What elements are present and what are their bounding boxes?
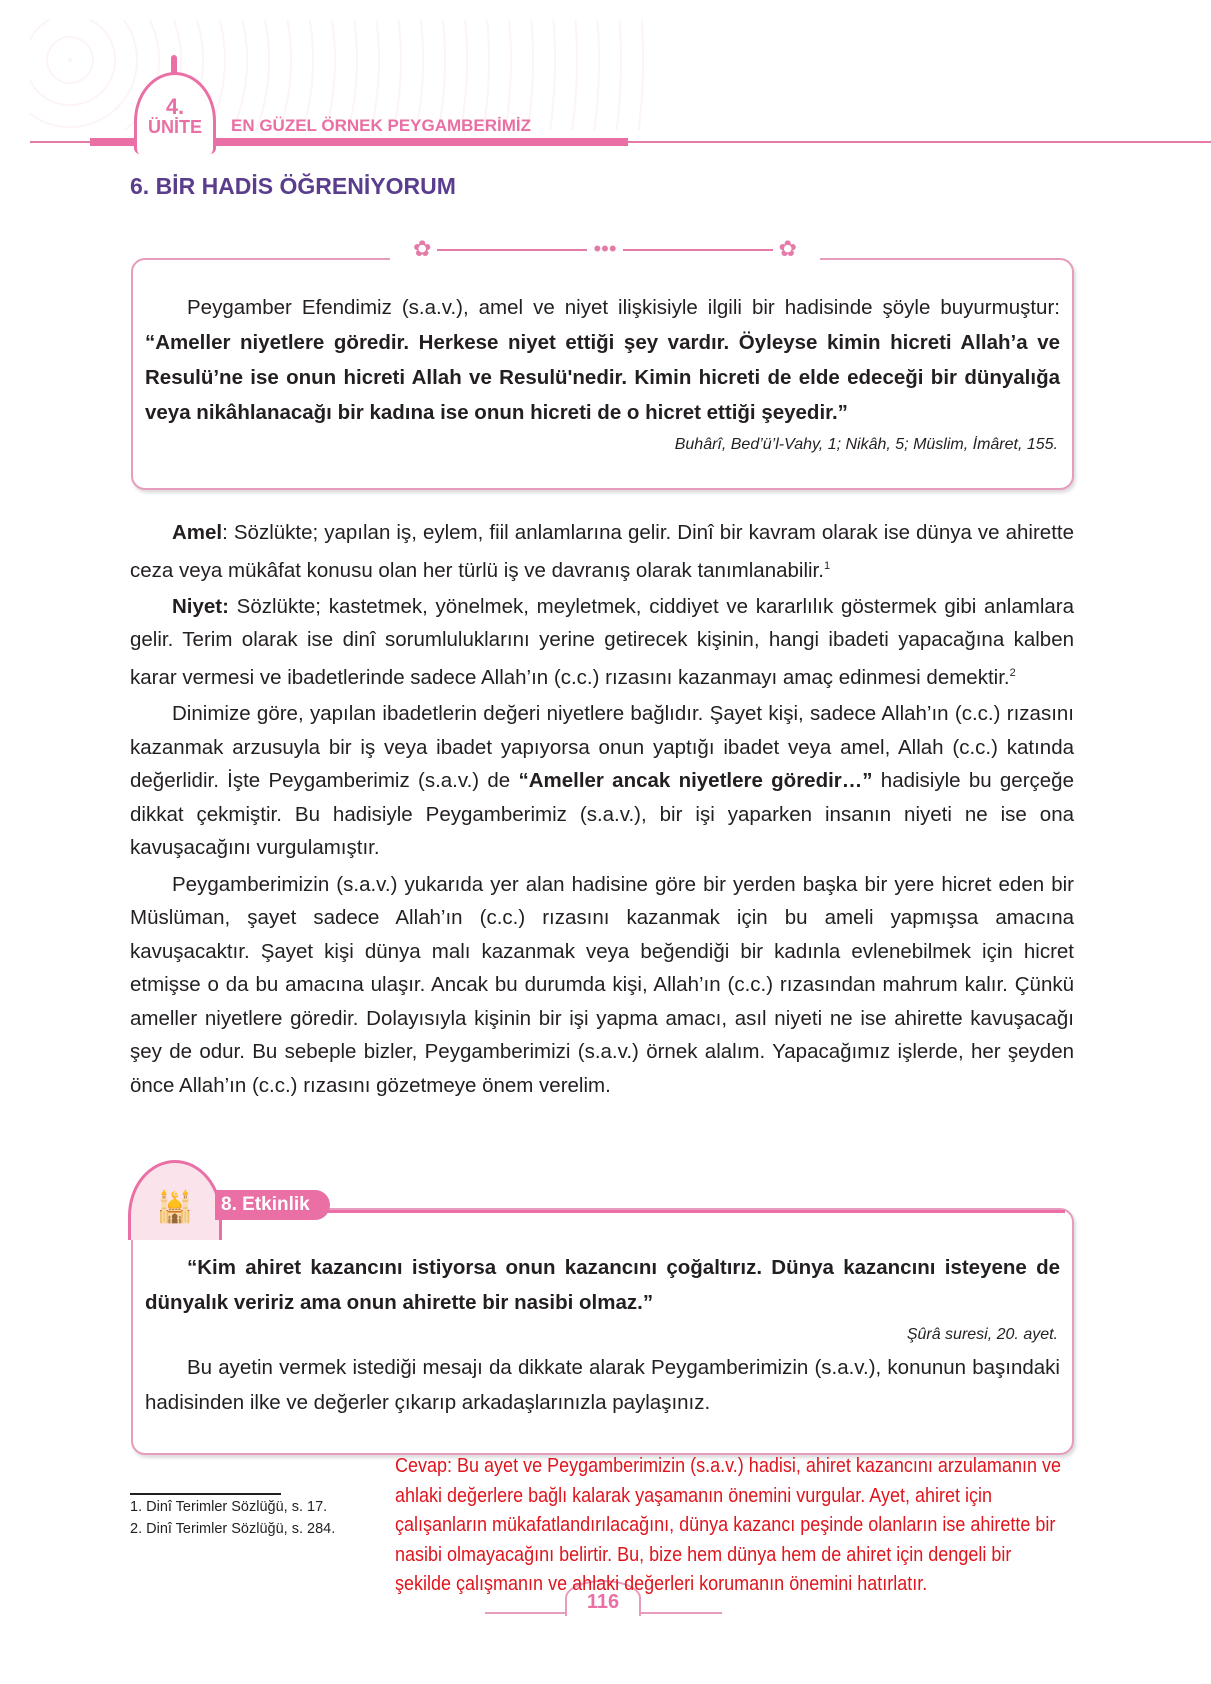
hadith-box [131, 258, 1074, 490]
footnote-2: 2. Dinî Terimler Sözlüğü, s. 284. [130, 1521, 336, 1537]
unit-title: EN GÜZEL ÖRNEK PEYGAMBERİMİZ [231, 116, 532, 135]
answer-line: çalışanların mükafatlandırılacağını, dünya kazancı peşinde olanların ise ahirette bir [395, 1514, 1056, 1536]
footnote-ref: 2 [1009, 666, 1016, 679]
activity-box [131, 1208, 1074, 1455]
activity-citation: Şûrâ suresi, 20. ayet. [906, 1326, 1058, 1343]
mosque-icon: 🕌 [128, 1160, 222, 1240]
header-pattern [30, 20, 650, 130]
activity-instruction: Bu ayetin vermek istediği mesajı da dikkate alarak Peygamberimizin (s.a.v.), konunun başındaki hadisinden ilke ve değerler çıkarıp arkadaşlarınızla paylaşınız. [145, 1356, 1060, 1414]
paragraph-4: Peygamberimizin (s.a.v.) yukarıda yer alan hadisine göre bir yerden başka bir yere hicret eden bir Müslüman, şayet sadece Allah’ın (c.c.) rızasını kazanmak için bu ameli yapmışsa amacına kavuşacaktır. Şayet kişi dünya malı kazanmak veya beğendiği bir kadınla evlenebilmek için hicret etmişse o da bu amacına ulaşır. Ancak bu durumda kişi, Allah’ın (c.c.) rızasından mahrum kalır. Çünkü ameller niyetlere göredir. Dolayısıyla kişinin bir işi yapma amacı, asıl niyeti ne ise ahirette kavuşacağı şey de odur. Bu sebeple bizler, Peygamberimizi (s.a.v.) örnek alalım. Yapacağımız işlerde, her şeyden önce Allah’ın (c.c.) rızasını gözetmeye önem verelim. [130, 872, 1074, 1097]
hadith-intro: Peygamber Efendimiz (s.a.v.), amel ve niyet ilişkisiyle ilgili bir hadisinde şöyle buyurmuştur: [187, 296, 1060, 319]
activity-tab-line [320, 1210, 1065, 1213]
niyet-definition: Sözlükte; kastetmek, yönelmek, meyletmek, ciddiyet ve kararlılık göstermek gibi anlamlara gelir. Terim olarak ise dinî sorumluluklarını yerine getirecek kişinin, hangi ibadeti yapacağına kalben karar vermesi ve ibadetlerinde sadece Allah’ın (c.c.) rızasını kazanmayı amaç edinmesi demektir. [130, 594, 1074, 689]
page-line-left [485, 1612, 567, 1614]
p3-quote: “Ameller ancak niyetlere göredir…” [518, 769, 873, 793]
footnote-ref: 1 [823, 559, 831, 572]
body-text [130, 516, 1074, 1105]
paragraph-niyet [130, 590, 1074, 694]
floral-ornament-icon: ✿ ••• ✿ [390, 232, 820, 266]
page-line-right [640, 1612, 722, 1614]
activity-label: 8. Etkinlik [215, 1190, 330, 1220]
term-niyet: Niyet: [172, 594, 229, 618]
hadith-citation: Buhârî, Bed’ü’l-Vahy, 1; Nikâh, 5; Müslim, İmâret, 155. [674, 436, 1058, 453]
p3-text-a: Dinimize göre, yapılan ibadetlerin değeri niyetlere bağlıdır. Şayet kişi, sadece Allah’ın (c.c.) rızasını kazanmak arzusuyla bir iş veya ibadet yapıyorsa onun yaptığı ibadet veya amel, Allah (c.c.) katında değerlidir. İşte Peygamberimiz (s.a.v.) de [130, 702, 1074, 793]
amel-definition: : Sözlükte; yapılan iş, eylem, fiil anlamlarına gelir. Dinî bir kavram olarak ise dünya ve ahirette ceza veya mükâfat konusu olan her türlü iş ve davranış olarak tanımlanabilir. [130, 521, 1074, 582]
answer-text [395, 1452, 1135, 1600]
page-number: 116 [565, 1580, 641, 1616]
answer-line: şekilde çalışmanın ve ahlaki değerleri korumanın önemini hatırlatır. [395, 1573, 928, 1595]
section-title: 6. BİR HADİS ÖĞRENİYORUM [130, 173, 456, 199]
paragraph-3 [130, 697, 1074, 865]
hadith-text [145, 290, 1060, 430]
footnote-divider [130, 1493, 281, 1495]
footnote-1: 1. Dinî Terimler Sözlüğü, s. 17. [130, 1499, 328, 1515]
p3-text-b: hadisiyle bu gerçeğe dikkat çekmiştir. Bu hadisiyle Peygamberimiz (s.a.v.), bir işi yaparken insanın niyeti ne ise ona kavuşacağını vurgulamıştır. [130, 769, 1074, 860]
answer-line: nasibi olmayacağını belirtir. Bu, bize hem dünya hem de ahiret için dengeli bir [395, 1543, 1012, 1566]
activity-quote: “Kim ahiret kazancını istiyorsa onun kazancını çoğaltırız. Dünya kazancını isteyene de dünyalık veririz ama onun ahirette bir nasibi olmaz.” [145, 1256, 1060, 1314]
unit-number: 4. [165, 94, 185, 119]
unit-label: ÜNİTE [148, 117, 202, 137]
term-amel: Amel [172, 521, 223, 544]
paragraph-amel [130, 516, 1074, 587]
answer-line: Cevap: Bu ayet ve Peygamberimizin (s.a.v.) hadisi, ahiret kazancını arzulamanın ve [395, 1455, 1061, 1477]
answer-line: ahlaki değerlere bağlı kalarak yaşamanın önemini vurgular. Ayet, ahiret için [395, 1484, 993, 1507]
hadith-quote: “Ameller niyetlere göredir. Herkese niyet ettiği şey vardır. Öyleyse kimin hicreti Allah’a ve Resulü’ne ise onun hicreti Allah ve Resulü'nedir. Kimin hicreti de elde edeceği bir dünyalığa veya nikâhlanacağı bir kadına ise onun hicreti de o hicret ettiği şeyedir.” [145, 331, 1060, 424]
